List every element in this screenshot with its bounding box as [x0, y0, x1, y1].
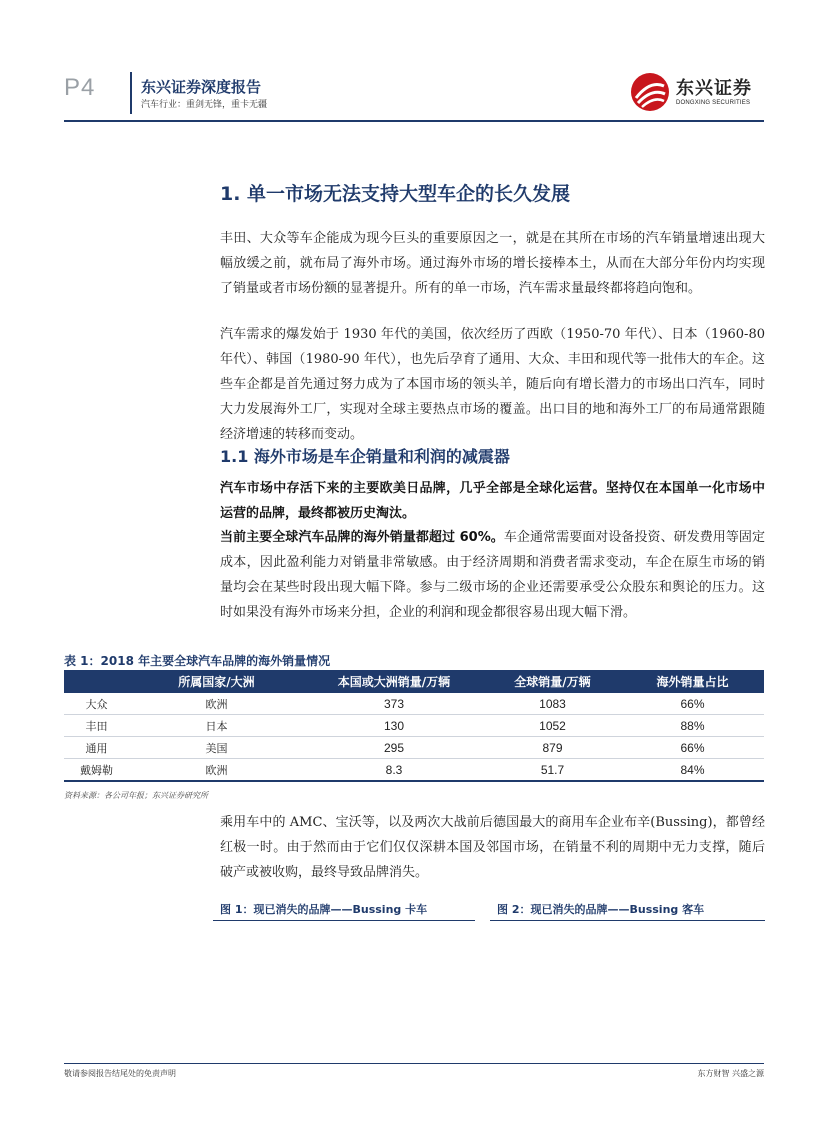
table-header-brand	[64, 670, 129, 693]
cell-home-sales: 8.3	[304, 759, 484, 782]
table-header-home-sales: 本国或大洲销量/万辆	[304, 670, 484, 693]
paragraph-3	[220, 525, 765, 625]
paragraph-4: 乘用车中的 AMC、宝沃等，以及两次大战前后德国最大的商用车企业布辛(Bussing)，都曾经红极一时。由于然而由于它们仅仅深耕本国及邻国市场，在销量不利的周期中无力支撑，随后破产或被收购，最终导致品牌消失。	[220, 815, 765, 880]
cell-global-sales: 1083	[484, 693, 621, 715]
figure-2-rule	[490, 920, 765, 921]
table-row	[64, 693, 764, 715]
logo-name: 东兴证券	[676, 78, 752, 99]
cell-overseas-share: 84%	[621, 759, 764, 782]
page-number: P4	[64, 74, 96, 101]
cell-global-sales: 879	[484, 737, 621, 759]
table-source: 资料来源：各公司年报；东兴证券研究所	[64, 791, 208, 800]
header-rule	[64, 120, 764, 122]
cell-overseas-share: 88%	[621, 715, 764, 737]
cell-brand: 通用	[64, 737, 129, 759]
paragraph-3-lead: 当前主要全球汽车品牌的海外销量都超过 60%。	[220, 530, 504, 545]
logo-english-name: DONGXING SECURITIES	[676, 100, 751, 106]
table-header-row	[64, 670, 764, 693]
sales-table	[64, 670, 764, 782]
paragraph-3-body: 车企通常需要面对设备投资、研发费用等固定成本，因此盈利能力对销量非常敏感。由于经济周期和消费者需求变动，车企在原生市场的销量均会在某些时段出现大幅下降。参与二级市场的企业还需要承受公众股东和舆论的压力。这时如果没有海外市场来分担，企业的利润和现金都很容易出现大幅下滑。	[220, 530, 765, 620]
footer-slogan: 东方财智 兴盛之源	[697, 1069, 764, 1078]
cell-brand: 大众	[64, 693, 129, 715]
figure-1-caption: 图 1：现已消失的品牌——Bussing 卡车	[220, 903, 428, 916]
table-header-global-sales: 全球销量/万辆	[484, 670, 621, 693]
cell-overseas-share: 66%	[621, 693, 764, 715]
report-title: 东兴证券深度报告	[141, 78, 262, 96]
report-subtitle: 汽车行业：重剑无锋，重卡无疆	[141, 100, 268, 110]
cell-brand: 丰田	[64, 715, 129, 737]
section-heading: 1. 单一市场无法支持大型车企的长久发展	[220, 183, 571, 205]
cell-home-sales: 373	[304, 693, 484, 715]
cell-region: 欧洲	[129, 693, 304, 715]
disclaimer-note: 敬请参阅报告结尾处的免责声明	[64, 1069, 176, 1078]
cell-region: 欧洲	[129, 759, 304, 782]
table-row	[64, 759, 764, 782]
header-divider	[130, 72, 132, 114]
table-header-overseas-share: 海外销量占比	[621, 670, 764, 693]
cell-global-sales: 1052	[484, 715, 621, 737]
table-row	[64, 737, 764, 759]
cell-global-sales: 51.7	[484, 759, 621, 782]
cell-region: 日本	[129, 715, 304, 737]
paragraph-1: 丰田、大众等车企能成为现今巨头的重要原因之一，就是在其所在市场的汽车销量增速出现大幅放缓之前，就布局了海外市场。通过海外市场的增长接棒本土，从而在大部分年份内均实现了销量或者市场份额的显著提升。所有的单一市场，汽车需求量最终都将趋向饱和。	[220, 231, 765, 296]
footer-rule	[64, 1063, 764, 1064]
table-row	[64, 715, 764, 737]
cell-brand: 戴姆勒	[64, 759, 129, 782]
cell-region: 美国	[129, 737, 304, 759]
key-point-paragraph: 汽车市场中存活下来的主要欧美日品牌，几乎全部是全球化运营。坚持仅在本国单一化市场中运营的品牌，最终都被历史淘汰。	[220, 481, 765, 521]
subsection-heading: 1.1 海外市场是车企销量和利润的减震器	[220, 447, 510, 466]
cell-home-sales: 295	[304, 737, 484, 759]
paragraph-2: 汽车需求的爆发始于 1930 年代的美国，依次经历了西欧（1950-70 年代）、日本（1960-80 年代）、韩国（1980-90 年代），也先后孕育了通用、大众、丰田和现代等一批伟大的车企。这些车企都是首先通过努力成为了本国市场的领头羊，随后向有增长潜力的市场出口汽车，同时大力发展海外工厂，实现对全球主要热点市场的覆盖。出口目的地和海外工厂的布局通常跟随经济增速的转移而变动。	[220, 327, 765, 442]
cell-home-sales: 130	[304, 715, 484, 737]
table-title: 表 1：2018 年主要全球汽车品牌的海外销量情况	[64, 654, 331, 668]
figure-2-caption: 图 2：现已消失的品牌——Bussing 客车	[497, 903, 705, 916]
table-header-region: 所属国家/大洲	[129, 670, 304, 693]
cell-overseas-share: 66%	[621, 737, 764, 759]
figure-1-rule	[213, 920, 475, 921]
